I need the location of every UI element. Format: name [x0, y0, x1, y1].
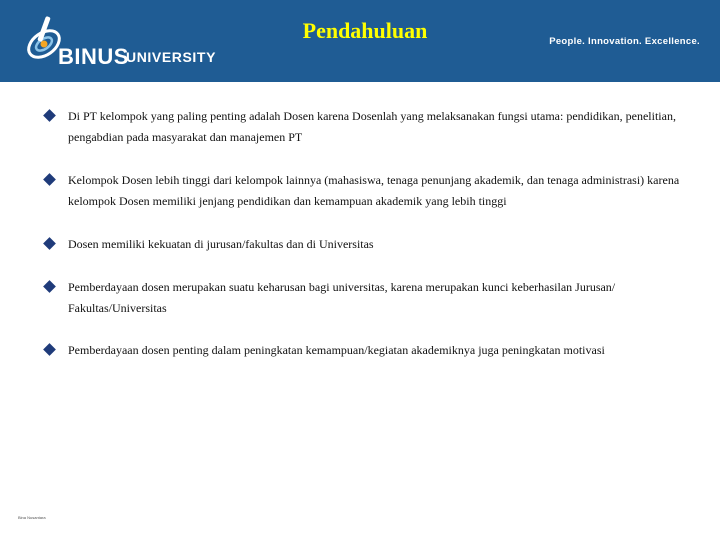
bullet-text: Kelompok Dosen lebih tinggi dari kelompok lainnya (mahasiswa, tenaga penunjang akademik, dan tenaga administrasi) karena kelompok Dosen memiliki jenjang pendidikan dan kemampuan akademik yang lebih tinggi: [68, 173, 680, 208]
bullet-item: [42, 234, 692, 255]
bullet-text: Di PT kelompok yang paling penting adalah Dosen karena Dosenlah yang melaksanakan fungsi utama: pendidikan, penelitian, pengabdian pada masyarakat dan manajemen PT: [68, 109, 676, 144]
slide-title: Pendahuluan: [302, 18, 428, 43]
slide-header: [0, 0, 720, 82]
bullet-text: Pemberdayaan dosen penting dalam peningkatan kemampuan/kegiatan akademiknya juga peningkatan motivasi: [68, 343, 605, 357]
diamond-bullet-icon: [43, 173, 56, 186]
bullet-item: [42, 340, 692, 361]
diamond-bullet-icon: [43, 343, 56, 356]
footer-text: Bina Nusantara: [18, 515, 46, 520]
bullet-item: [42, 106, 692, 148]
tagline: People. Innovation. Excellence.: [549, 36, 700, 47]
bullet-text: Pemberdayaan dosen merupakan suatu keharusan bagi universitas, karena merupakan kunci keberhasilan Jurusan/ Fakultas/Universitas: [68, 280, 616, 315]
logo-binus-text: BINUS: [58, 44, 129, 69]
diamond-bullet-icon: [43, 280, 56, 293]
bullet-list: [42, 106, 692, 361]
diamond-bullet-icon: [43, 237, 56, 250]
bullet-text: Dosen memiliki kekuatan di jurusan/fakultas dan di Universitas: [68, 237, 374, 251]
logo-university-text: UNIVERSITY: [126, 49, 217, 65]
diamond-bullet-icon: [43, 109, 56, 122]
bullet-item: [42, 170, 692, 212]
bullet-item: [42, 277, 692, 319]
